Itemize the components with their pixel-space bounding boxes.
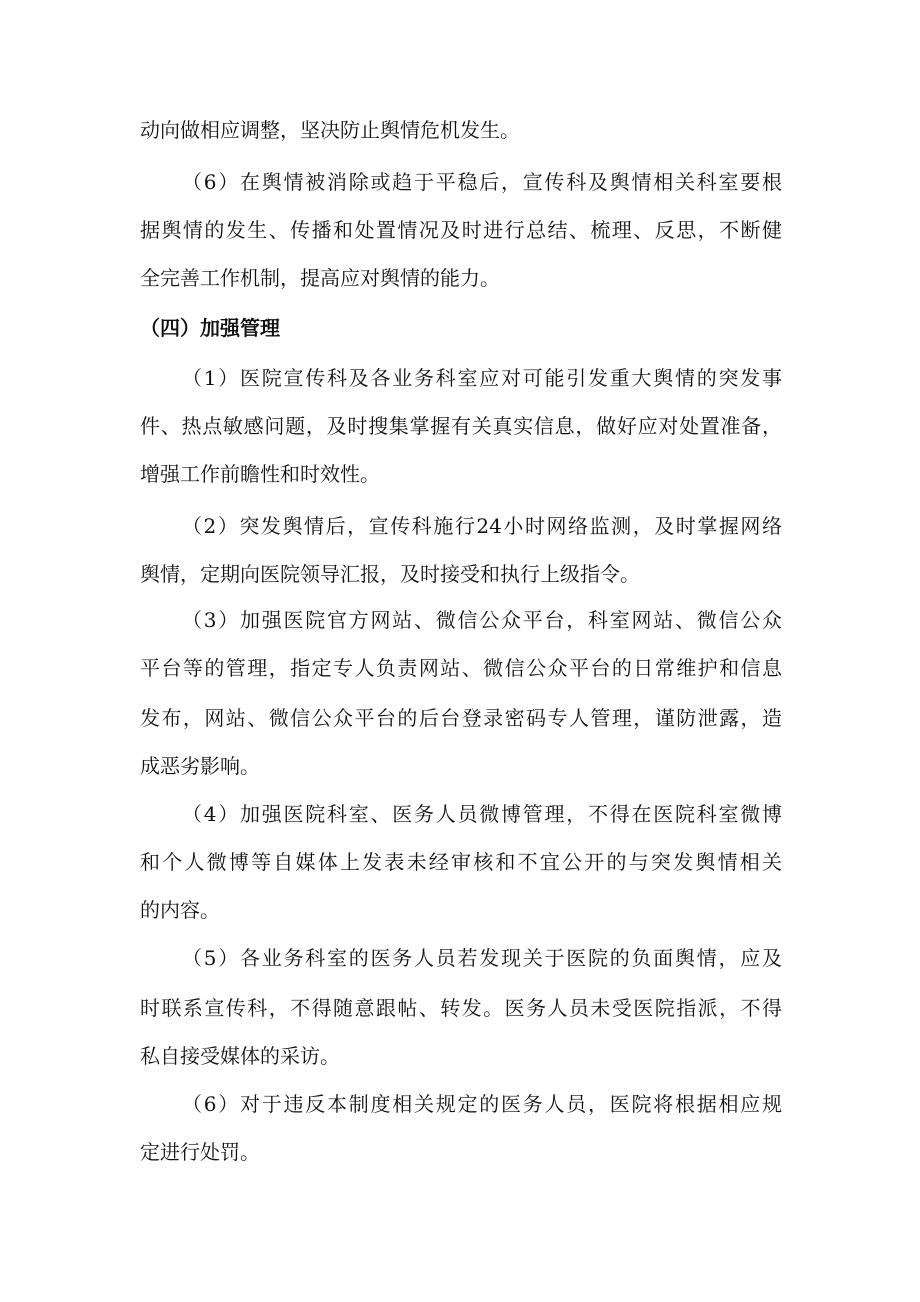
paragraph-continuation-line: 动向做相应调整，坚决防止舆情危机发生。 [140, 118, 520, 142]
item-4-line-1: （4）加强医院科室、医务人员微博管理，不得在医院科室微博 [182, 802, 782, 826]
item-4-line-3: 的内容。 [140, 898, 220, 922]
item-1-line-1: （1）医院宣传科及各业务科室应对可能引发重大舆情的突发事 [182, 366, 782, 390]
item-1-line-2: 件、热点敏感问题，及时搜集掌握有关真实信息，做好应对处置准备， [140, 414, 782, 438]
item-1-line-3: 增强工作前瞻性和时效性。 [140, 462, 380, 486]
item-3-line-2: 平台等的管理，指定专人负责网站、微信公众平台的日常维护和信息 [140, 656, 782, 680]
paragraph-6-line-2: 据舆情的发生、传播和处置情况及时进行总结、梳理、反思，不断健 [140, 218, 782, 242]
item-3-line-3: 发布，网站、微信公众平台的后台登录密码专人管理，谨防泄露，造 [140, 706, 782, 730]
item-3-line-4: 成恶劣影响。 [140, 754, 260, 778]
item-3-line-1: （3）加强医院官方网站、微信公众平台，科室网站、微信公众 [182, 608, 782, 632]
item-5-line-2: 时联系宣传科，不得随意跟帖、转发。医务人员未受医院指派，不得 [140, 996, 782, 1020]
item-6-line-1: （6）对于违反本制度相关规定的医务人员，医院将根据相应规 [182, 1092, 782, 1116]
paragraph-6-line-1: （6）在舆情被消除或趋于平稳后，宣传科及舆情相关科室要根 [182, 170, 782, 194]
item-5-line-1: （5）各业务科室的医务人员若发现关于医院的负面舆情，应及 [182, 946, 782, 970]
item-5-line-3: 私自接受媒体的采访。 [140, 1044, 340, 1068]
item-4-line-2: 和个人微博等自媒体上发表未经审核和不宜公开的与突发舆情相关 [140, 850, 782, 874]
item-2-line-2: 舆情，定期向医院领导汇报，及时接受和执行上级指令。 [140, 562, 640, 586]
item-2-line-1: （2）突发舆情后，宣传科施行24小时网络监测，及时掌握网络 [182, 514, 782, 538]
paragraph-6-line-3: 全完善工作机制，提高应对舆情的能力。 [140, 266, 500, 290]
item-6-line-2: 定进行处罚。 [140, 1140, 260, 1164]
section-heading: （四）加强管理 [140, 316, 280, 340]
